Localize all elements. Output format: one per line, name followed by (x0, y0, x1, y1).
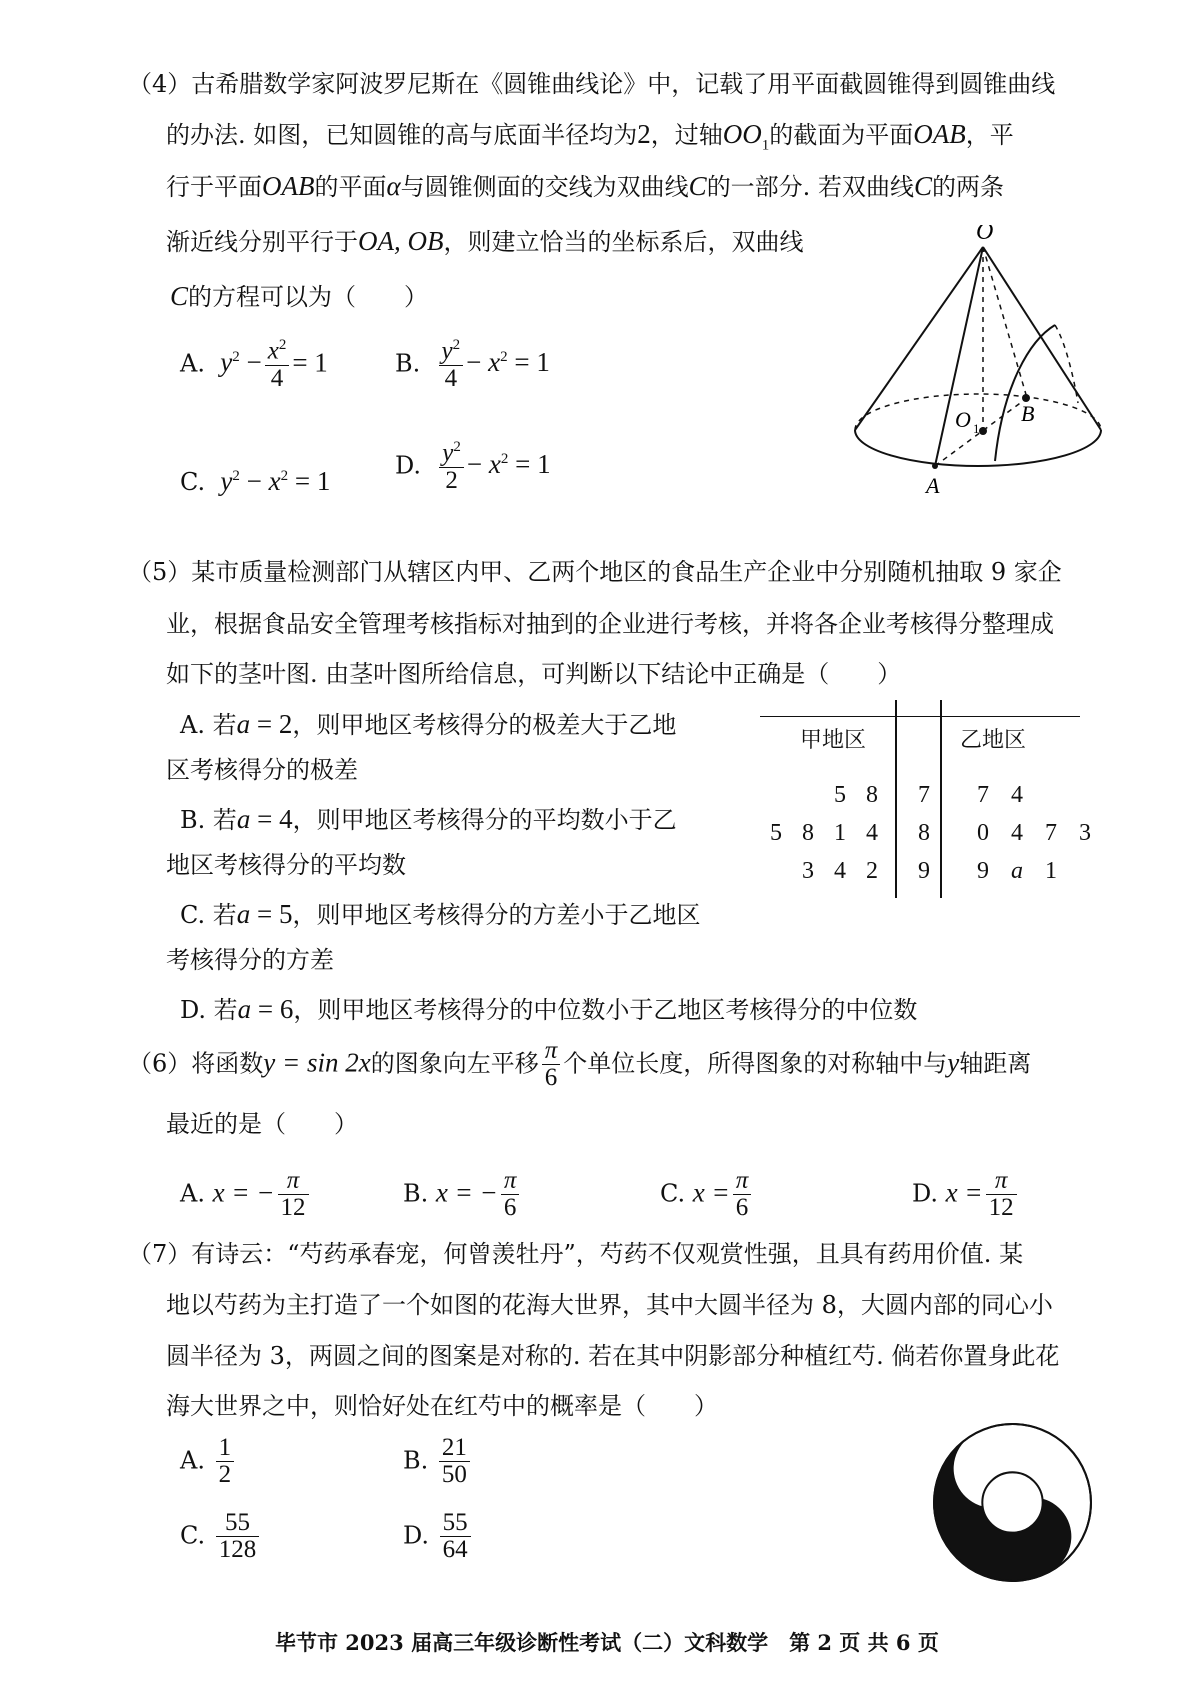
q4-line1: （4）古希腊数学家阿波罗尼斯在《圆锥曲线论》中，记载了用平面截圆锥得到圆锥曲线 (128, 70, 1056, 98)
stem-leaf-left-header: 甲地区 (800, 728, 867, 753)
stem-leaf-right-header: 乙地区 (960, 728, 1027, 753)
leaf-right: 4 (1011, 819, 1023, 846)
leaf-left: 8 (866, 781, 878, 808)
leaf-left: 8 (802, 819, 814, 846)
leaf-right: 0 (977, 819, 989, 846)
q4-line2: 的办法. 如图，已知圆锥的高与底面半径均为2，过轴$OO_1$的截面为平面OAB，平 (166, 119, 1014, 154)
page-footer: 毕节市 2023 届高三年级诊断性考试（二）文科数学 第 2 页 共 6 页 (275, 1630, 939, 1655)
q5-option-b[interactable]: B. 若a = 4，则甲地区考核得分的平均数小于乙 (180, 804, 677, 834)
stem-leaf-row (760, 814, 1102, 852)
q7-line1: （7）有诗云：“芍药承春宠，何曾羡牡丹”，芍药不仅观赏性强，且具有药用价值. 某 (128, 1240, 1024, 1268)
q6-line1: （6）将函数y = sin 2x的图象向左平移 $\frac{\pi}{6}$ 个单位长度，所得图象的对称轴中与y轴距离 (128, 1037, 1032, 1092)
q4-option-d[interactable]: D. $\frac{y^2}{2}$ − $x^2 = 1$ (395, 439, 551, 494)
small-circle (982, 1472, 1042, 1532)
leaf-left: 4 (834, 857, 846, 884)
q5-option-c-line2: 考核得分的方差 (166, 946, 334, 974)
leaf-right: 1 (1045, 857, 1057, 884)
leaf-right (1068, 781, 1102, 810)
q6-option-d[interactable]: D. x = $\frac{\pi}{12}$ (912, 1168, 1020, 1222)
q5-option-d[interactable]: D. 若a = 6，则甲地区考核得分的中位数小于乙地区考核得分的中位数 (180, 994, 918, 1024)
q5-line3: 如下的茎叶图. 由茎叶图所给信息，可判断以下结论中正确是（ ） (166, 660, 902, 688)
leaf-right: 3 (1079, 819, 1091, 846)
stem: 7 (918, 781, 930, 808)
q4-line3: 行于平面OAB的平面α与圆锥侧面的交线为双曲线C的一部分. 若双曲线C的两条 (166, 171, 1004, 201)
q4-line4: 渐近线分别平行于OA, OB，则建立恰当的坐标系后，双曲线 (166, 226, 804, 256)
q6-option-c[interactable]: C. x = $\frac{\pi}{6}$ (660, 1168, 754, 1222)
leaf-left: 5 (834, 781, 846, 808)
leaf-left (760, 781, 792, 810)
leaf-right (1034, 781, 1068, 810)
leaf-right: 9 (977, 857, 989, 884)
stem: 9 (918, 857, 930, 884)
stem-leaf-header-rule (760, 716, 1080, 717)
leaf-left: 3 (802, 857, 814, 884)
label-O: O (976, 225, 994, 245)
point-A (932, 463, 938, 469)
q5-option-c[interactable]: C. 若a = 5，则甲地区考核得分的方差小于乙地区 (180, 899, 701, 929)
leaf-right (1068, 857, 1102, 886)
label-B: B (1021, 401, 1035, 426)
stem: 8 (918, 819, 930, 846)
leaf-right: 7 (1045, 819, 1057, 846)
leaf-right: a (1011, 857, 1023, 884)
stem-leaf-row (760, 852, 1102, 890)
q4-option-b[interactable]: B. $\frac{y^2}{4}$ − $x^2 = 1$ (395, 337, 550, 392)
q7-line2: 地以芍药为主打造了一个如图的花海大世界，其中大圆半径为 8，大圆内部的同心小 (166, 1291, 1053, 1319)
q6-option-b[interactable]: B. x = − $\frac{\pi}{6}$ (403, 1168, 522, 1222)
q5-option-a-line2: 区考核得分的极差 (166, 756, 358, 784)
q4-option-c[interactable]: C. $y^2 - x^2 = 1$ (180, 466, 331, 496)
label-O1-sub: 1 (973, 421, 980, 436)
q5-line2: 业，根据食品安全管理考核指标对抽到的企业进行考核，并将各企业考核得分整理成 (166, 610, 1054, 638)
q5-option-b-line2: 地区考核得分的平均数 (166, 851, 406, 879)
flower-sea-figure (930, 1420, 1095, 1585)
q7-option-d[interactable]: D. $\frac{55}{64}$ (403, 1510, 474, 1564)
point-O1 (979, 427, 987, 435)
stem-leaf-rows (760, 776, 1102, 890)
leaf-left: 2 (866, 857, 878, 884)
leaf-left (792, 781, 824, 810)
q7-option-a[interactable]: A. $\frac{1}{2}$ (180, 1435, 237, 1489)
leaf-right: 4 (1011, 781, 1023, 808)
q7-line4: 海大世界之中，则恰好处在红芍中的概率是（ ） (166, 1392, 718, 1420)
stem-leaf-row (760, 776, 1102, 814)
q7-option-b[interactable]: B. $\frac{21}{50}$ (403, 1435, 473, 1489)
q6-line2: 最近的是（ ） (166, 1110, 358, 1138)
label-O1: O (955, 407, 971, 432)
leaf-left: 1 (834, 819, 846, 846)
leaf-right: 7 (977, 781, 989, 808)
segment-OB (983, 247, 1027, 398)
q7-line3: 圆半径为 3，两圆之间的图案是对称的. 若在其中阴影部分种植红芍. 倘若你置身此花 (166, 1342, 1060, 1370)
q6-option-a[interactable]: A. x = − $\frac{\pi}{12}$ (180, 1168, 312, 1222)
label-A: A (926, 473, 940, 498)
cone-figure (835, 225, 1120, 525)
q5-option-a[interactable]: A. 若a = 2，则甲地区考核得分的极差大于乙地 (180, 709, 677, 739)
q7-option-c[interactable]: C. $\frac{55}{128}$ (180, 1510, 262, 1564)
leaf-left: 4 (866, 819, 878, 846)
q5-line1: （5）某市质量检测部门从辖区内甲、乙两个地区的食品生产企业中分别随机抽取 9 家企 (128, 558, 1062, 586)
leaf-left (760, 857, 792, 886)
q4-line5: C的方程可以为（ ） (170, 281, 429, 311)
q4-option-a[interactable]: A. $y^2$ − $\frac{x^2}{4}$ = 1 (180, 337, 328, 392)
leaf-left: 5 (770, 819, 782, 846)
cone-right-edge (983, 247, 1101, 430)
